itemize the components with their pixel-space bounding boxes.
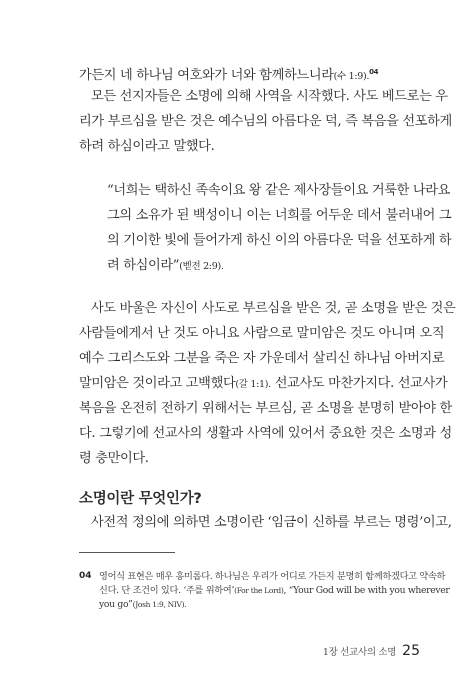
chapter-title: 1장 선교사의 소명 — [322, 647, 397, 658]
text: , “Your God will be with you wherever — [283, 585, 450, 596]
scripture-reference: (수 1:9). — [333, 71, 370, 82]
paragraph-4-line-1: 사전적 정의에 의하면 소명이란 ‘임금이 신하를 부르는 명령’이고, — [91, 515, 452, 530]
paragraph-3-line-4 — [79, 375, 447, 394]
footnote-line-3 — [99, 598, 186, 611]
text: 신다. 단 조건이 있다. ‘주를 위하여’ — [99, 585, 235, 596]
footnote-number: 04 — [79, 571, 92, 581]
scripture-reference: (갈 1:1). — [235, 379, 271, 390]
paragraph-3-line-6: 다. 그렇기에 선교사의 생활과 사역에 있어서 중요한 것은 소명과 성 — [79, 426, 452, 441]
quote-line-4 — [107, 257, 224, 276]
text: 선교사도 마찬가지다. 선교사가 — [270, 376, 448, 391]
paragraph-1-line — [79, 63, 378, 86]
quote-line-2: 그의 소유가 된 백성이니 이는 너희를 어두운 데서 불러내어 그 — [107, 208, 452, 223]
english-gloss: (For the Lord) — [234, 586, 284, 595]
scripture-reference: (벧전 2:9). — [179, 261, 224, 272]
text: 가든지 네 하나님 여호와가 너와 함께하느니라 — [79, 68, 334, 83]
page-footer — [323, 640, 420, 659]
paragraph-2-line-2: 리가 부르심을 받은 것은 예수님의 아름다운 덕, 즉 복음을 선포하게 — [79, 114, 452, 129]
quote-line-1: “너희는 택하신 족속이요 왕 같은 제사장들이요 거룩한 나라요 — [107, 183, 451, 198]
text: 말미암은 것이라고 고백했다 — [79, 376, 236, 391]
footnote-divider — [79, 552, 175, 553]
footnote-line-1: 영어식 표현은 매우 흥미롭다. 하나님은 우리가 어디로 가든지 분명히 함께하겠다고 약속하 — [99, 571, 446, 582]
paragraph-3-line-1: 사도 바울은 자신이 사도로 부르심을 받은 것, 곧 소명을 받은 것은 — [91, 301, 456, 316]
paragraph-2-line-3: 하려 하심이라고 말했다. — [79, 139, 215, 154]
section-heading: 소명이란 무엇인가? — [79, 491, 202, 507]
footnote-marker[interactable]: 04 — [369, 68, 379, 76]
page-number: 25 — [402, 643, 420, 659]
paragraph-3-line-5: 복음을 온전히 전하기 위해서는 부르심, 곧 소명을 분명히 받아야 한 — [79, 401, 452, 416]
paragraph-3-line-2: 사람들에게서 난 것도 아니요 사람으로 말미암은 것도 아니며 오직 — [79, 326, 445, 341]
paragraph-3-line-3: 예수 그리스도와 그분을 죽은 자 가운데서 살리신 하나님 아버지로 — [79, 351, 445, 366]
paragraph-3-line-7: 령 충만이다. — [79, 451, 149, 466]
paragraph-2-line-1: 모든 선지자들은 소명에 의해 사역을 시작했다. 사도 베드로는 우 — [91, 89, 448, 104]
scripture-reference: (Josh 1:9, NIV). — [132, 600, 187, 609]
text: you go” — [99, 599, 133, 610]
text: 려 하심이라” — [107, 258, 180, 273]
footnote-line-2 — [99, 584, 449, 597]
quote-line-3: 의 기이한 빛에 들어가게 하신 이의 아름다운 덕을 선포하게 하 — [107, 233, 452, 248]
